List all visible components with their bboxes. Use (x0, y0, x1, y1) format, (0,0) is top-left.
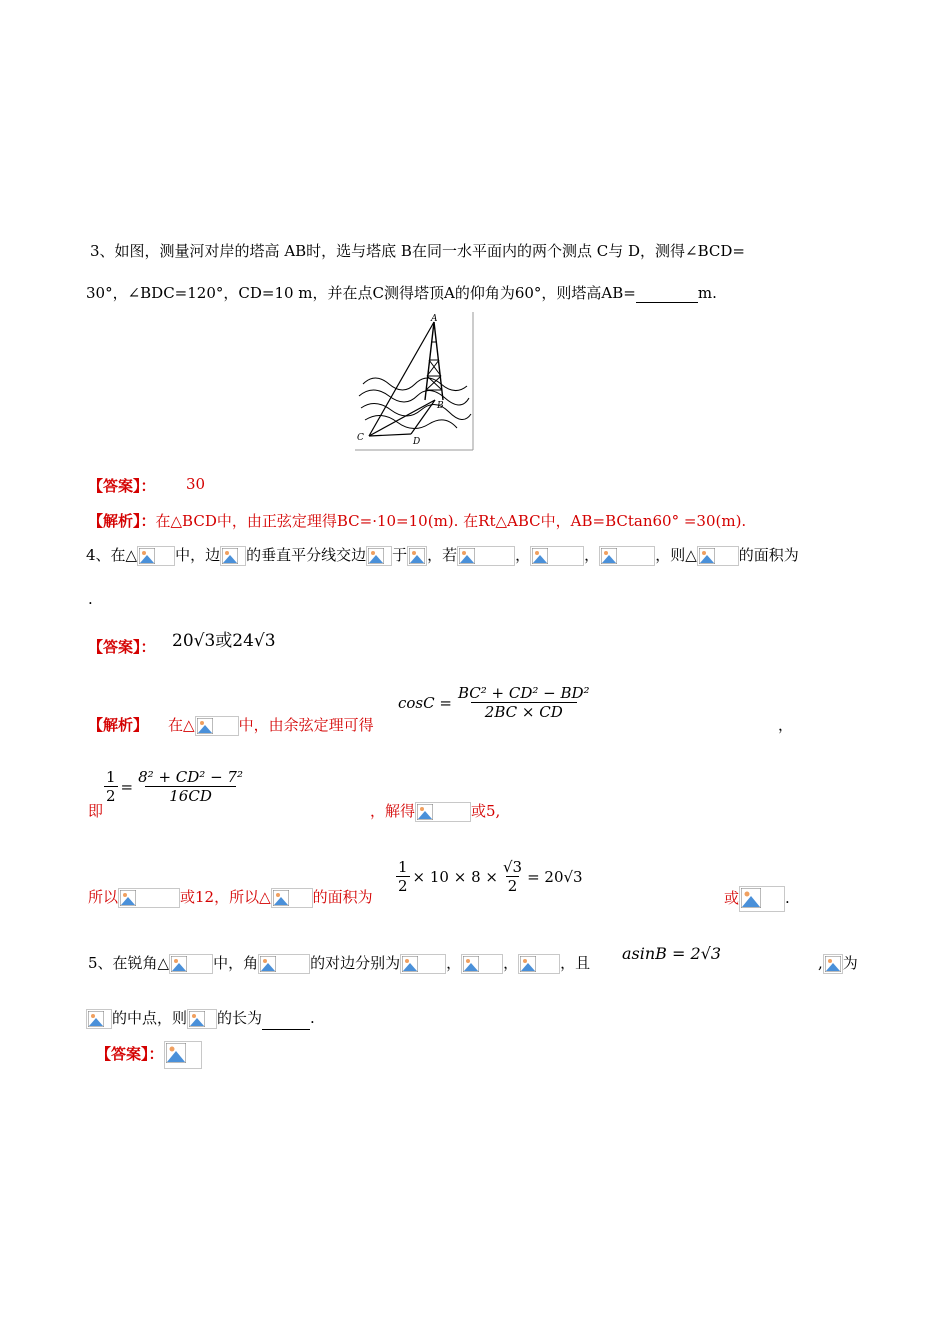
broken-image-icon (118, 888, 180, 908)
q4-or-text: 或 (724, 889, 740, 907)
q5-t2: 的对边分别为 (310, 954, 401, 972)
broken-image-icon (400, 954, 446, 974)
q4-answer-formula: 20√3或24√3 (172, 631, 276, 651)
tower-diagram (355, 312, 475, 452)
q5-t9: 的长为 (217, 1009, 263, 1027)
q5-t8: 的中点，则 (112, 1009, 188, 1027)
q4-solve-t2: 或5, (471, 802, 501, 820)
q4-ji: 即 (88, 802, 104, 820)
q4-t3: 于 (392, 546, 408, 564)
q4-solve-t1: ，解得 (370, 802, 416, 820)
q4-period: . (88, 590, 93, 608)
broken-image-icon (457, 546, 515, 566)
q5-t3: ， (446, 954, 462, 972)
q3-answer-label: 【答案】： (88, 477, 156, 495)
q5-line1-end (818, 951, 858, 975)
q4-t5: ， (515, 546, 531, 564)
broken-image-icon (530, 546, 584, 566)
q5-answer (96, 1040, 202, 1069)
q4-analysis-label: 【解析】 (88, 716, 149, 734)
q3-line2-text: 30°，∠BDC=120°，CD=10 m，并在点C测得塔顶A的仰角为60°，则塔高AB= (86, 284, 636, 302)
q4-t7: ，则△ (655, 546, 697, 564)
broken-image-icon (407, 546, 427, 566)
q4-t1: 中，边 (175, 546, 221, 564)
q4-answer-label: 【答案】： (88, 638, 156, 656)
q4-analysis-t1: 在△ (168, 716, 195, 734)
q4-end: . (785, 889, 790, 907)
broken-image-icon (220, 546, 246, 566)
broken-image-icon (195, 716, 239, 736)
q3-answer-value: 30 (186, 475, 206, 493)
q5-prefix: 5、在锐角△ (88, 954, 170, 972)
area-formula: $\frac{1}{2}$ × 10 × 8 × $\frac{√3}{2}$ = 20√3 (398, 858, 583, 895)
q3-line2 (86, 282, 717, 303)
q4-t6: ， (584, 546, 600, 564)
q4-line1 (86, 543, 799, 567)
broken-image-icon (739, 886, 785, 912)
broken-image-icon (415, 802, 471, 822)
q5-t7: 为 (842, 954, 858, 972)
broken-image-icon (366, 546, 392, 566)
q4-so-line (88, 886, 373, 908)
label-b: B (437, 401, 444, 411)
q4-so-t1: 所以 (88, 888, 119, 906)
q3-line1 (90, 240, 745, 261)
q4-analysis-t2: 中，由余弦定理可得 (238, 716, 374, 734)
eq2-formula: $\frac{1}{2}$ = $\frac{\text{8² + CD² − 7²}}{16CD}$ (106, 768, 243, 805)
label-c: C (357, 433, 364, 443)
q4-t4: ，若 (427, 546, 458, 564)
q4-or (724, 886, 790, 912)
cos-formula: cosC = $\frac{\text{BC² + CD² − BD²}}{2BC \times CD}$ (398, 684, 590, 721)
broken-image-icon (258, 954, 310, 974)
q4-t8: 的面积为 (738, 546, 799, 564)
q3-analysis-text: 在△BCD中，由正弦定理得BC=·10=10(m). 在Rt△ABC中，AB=BCtan60° =30(m). (155, 512, 747, 530)
broken-image-icon (169, 954, 213, 974)
broken-image-icon (271, 888, 313, 908)
q3-unit: m. (697, 284, 717, 302)
broken-image-icon (518, 954, 560, 974)
broken-image-icon (164, 1041, 202, 1069)
q4-so-t3: 的面积为 (312, 888, 373, 906)
q3-line1-text: 3、如图，测量河对岸的塔高 AB时，选与塔底 B在同一水平面内的两个测点 C与 D，测得∠BCD= (90, 242, 745, 260)
answer-blank (636, 284, 698, 303)
broken-image-icon (187, 1009, 217, 1029)
broken-image-icon (86, 1009, 112, 1029)
q4-comma: ， (778, 716, 794, 734)
q5-t1: 中，角 (213, 954, 259, 972)
q5-t4: ， (503, 954, 519, 972)
q5-line1 (88, 951, 590, 975)
q5-formula: asinB = 2√3 (622, 944, 722, 963)
broken-image-icon (697, 546, 739, 566)
broken-image-icon (599, 546, 655, 566)
q4-analysis-line (88, 714, 374, 736)
broken-image-icon (137, 546, 175, 566)
q5-line2 (86, 1005, 315, 1030)
q3-analysis-label: 【解析】： (88, 512, 156, 530)
label-a: A (431, 314, 438, 324)
broken-image-icon (823, 954, 843, 974)
q4-so-t2: 或12，所以△ (180, 888, 271, 906)
q4-prefix: 4、在△ (86, 546, 138, 564)
answer-blank (262, 1005, 310, 1030)
q5-answer-label: 【答案】： (96, 1045, 164, 1063)
broken-image-icon (461, 954, 503, 974)
q5-t5: ，且 (560, 954, 591, 972)
q4-t2: 的垂直平分线交边 (246, 546, 367, 564)
q4-solve (370, 800, 500, 822)
q5-end: . (310, 1009, 315, 1027)
q3-analysis (88, 510, 746, 531)
label-d: D (413, 437, 421, 447)
tower-figure (355, 312, 475, 452)
q5-t6: , (818, 954, 823, 972)
